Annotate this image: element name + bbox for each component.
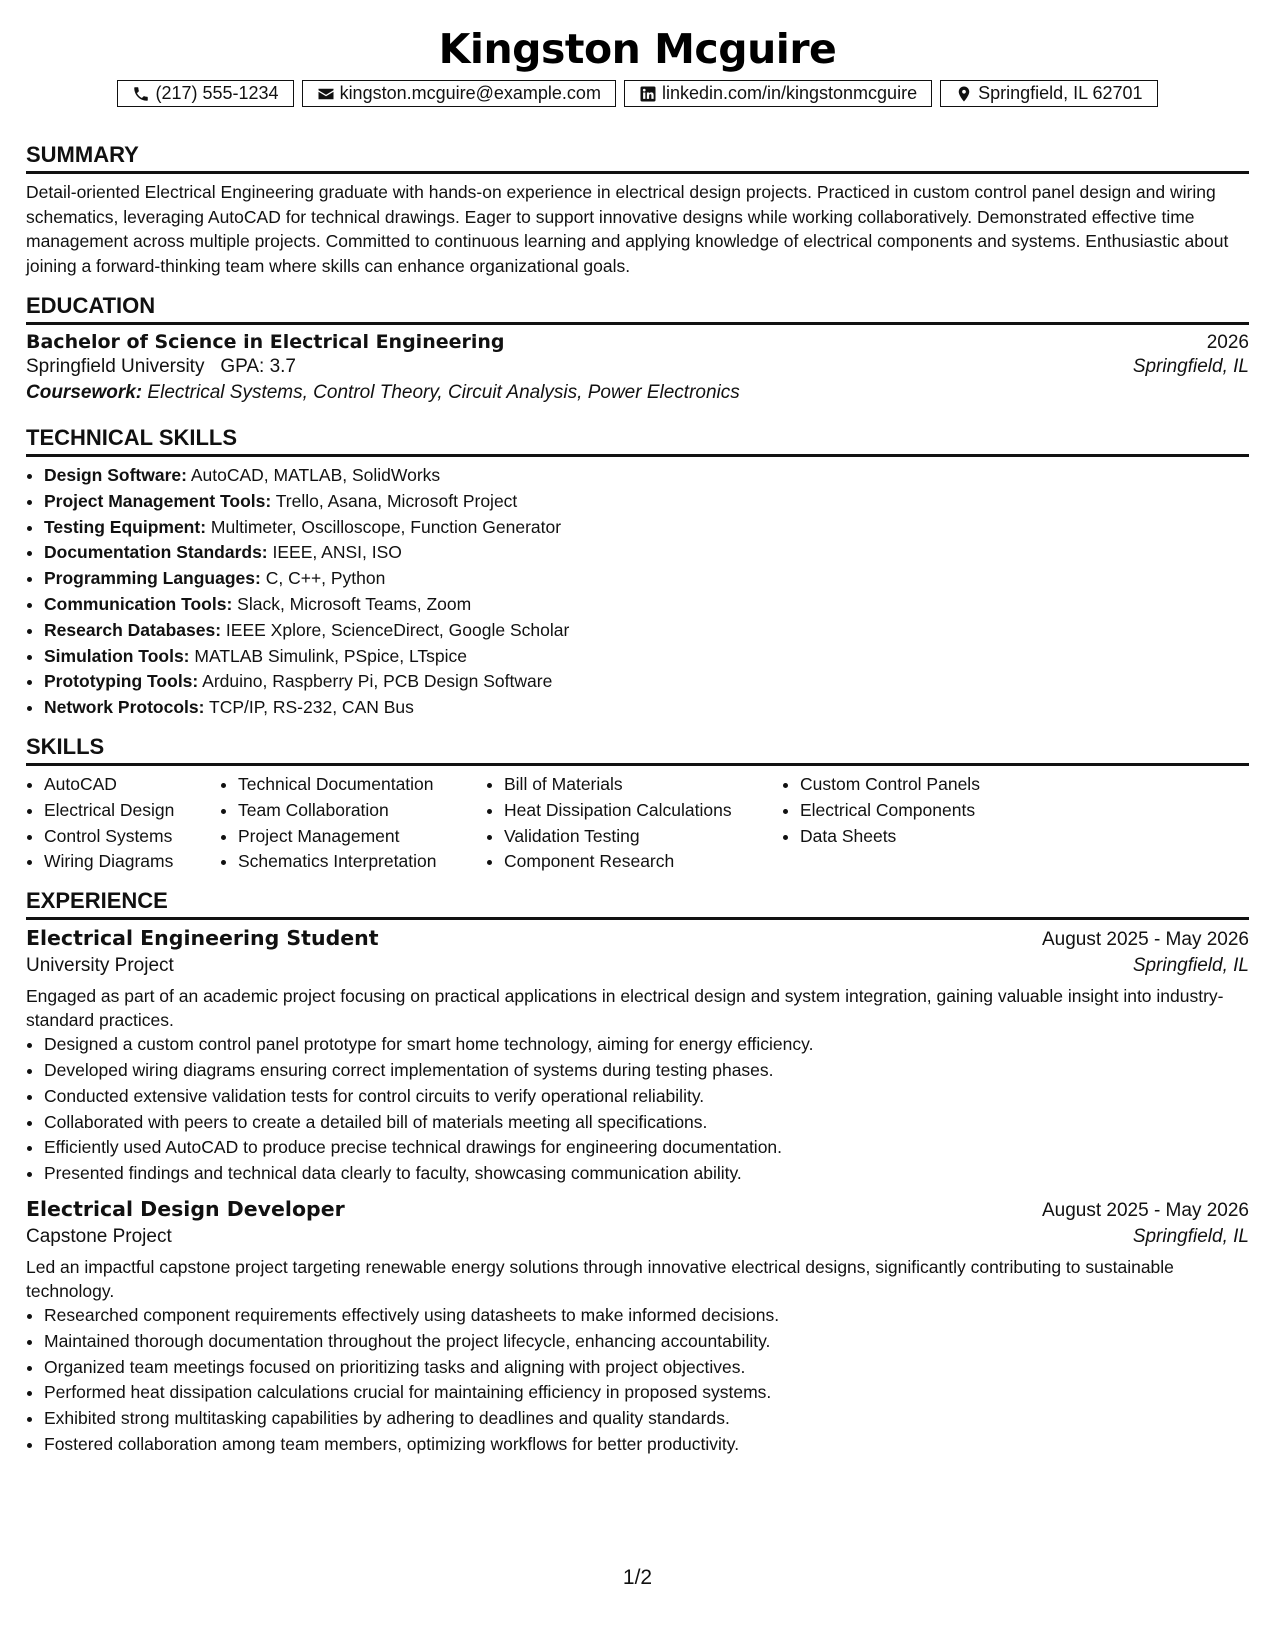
section-title-education: EDUCATION [26, 292, 1249, 325]
skills-column-3 [486, 772, 782, 875]
experience-section [26, 887, 1249, 1458]
list-item: • AutoCAD [44, 772, 220, 798]
section-title-summary: SUMMARY [26, 141, 1249, 174]
summary-section [26, 141, 1249, 278]
education-section [26, 292, 1249, 408]
candidate-name: Kingston Mcguire [438, 25, 837, 73]
list-item [44, 540, 1249, 566]
skills-column-2 [220, 772, 486, 875]
job-organization: Capstone Project [26, 1225, 172, 1247]
email-text: kingston.mcguire@example.com [339, 83, 601, 103]
list-item [44, 695, 1249, 721]
school-name: Springfield University [26, 356, 205, 377]
list-item: • Control Systems [44, 824, 220, 850]
job-title: Electrical Design Developer [26, 1196, 345, 1221]
experience-entry [26, 926, 1249, 1187]
skill-category-label: Design Software: [44, 465, 187, 485]
map-pin-icon [955, 85, 973, 103]
section-title-skills: SKILLS [26, 733, 1249, 766]
job-location: Springfield, IL [1132, 955, 1249, 977]
list-item: • Presented findings and technical data clearly to faculty, showcasing communication ability. [44, 1161, 1249, 1187]
list-item: • Designed a custom control panel prototype for smart home technology, aiming for energy efficiency. [44, 1032, 1249, 1058]
coursework-label: Coursework: [26, 382, 143, 403]
skill-category-value: C, C++, Python [265, 568, 386, 589]
skill-category-value: IEEE, ANSI, ISO [272, 542, 402, 563]
skill-category-label: Research Databases: [44, 619, 222, 640]
skill-category-label: Testing Equipment: [44, 516, 207, 537]
page-number: 1/2 [622, 1566, 653, 1589]
list-item: • Fostered collaboration among team members, optimizing workflows for better productivity. [44, 1432, 1249, 1458]
list-item: • Data Sheets [800, 824, 1060, 850]
linkedin-icon [639, 85, 657, 103]
job-title-row [26, 926, 1249, 951]
job-description: Engaged as part of an academic project focusing on practical applications in electrical design and system integration, gaining valuable insight into industry-standard practices. [26, 986, 1224, 1031]
list-item: • Maintained thorough documentation throughout the project lifecycle, enhancing accountability. [44, 1329, 1249, 1355]
skill-category-label: Programming Languages: [44, 568, 261, 589]
coursework [26, 378, 1249, 408]
section-title-experience: EXPERIENCE [26, 887, 1249, 920]
list-item: • Electrical Design [44, 798, 220, 824]
resume-page [26, 24, 1249, 1458]
job-title-row [26, 1197, 1249, 1222]
skill-category-label: Project Management Tools: [44, 490, 272, 511]
job-bullets [26, 1303, 1249, 1458]
skill-category-value: TCP/IP, RS-232, CAN Bus [209, 697, 414, 718]
contact-location[interactable] [940, 80, 1157, 107]
list-item: • Component Research [504, 849, 782, 875]
list-item: • Performed heat dissipation calculations crucial for maintaining efficiency in proposed systems. [44, 1380, 1249, 1406]
list-item: • Conducted extensive validation tests for control circuits to verify operational reliability. [44, 1084, 1249, 1110]
list-item [44, 489, 1249, 515]
technical-skills-list [26, 463, 1249, 721]
skill-category-label: Prototyping Tools: [44, 671, 199, 692]
job-org-row [26, 955, 1249, 977]
contact-email[interactable] [302, 80, 616, 107]
job-title: Electrical Engineering Student [26, 926, 379, 951]
skill-category-label: Communication Tools: [44, 593, 233, 614]
graduation-year: 2026 [1206, 332, 1249, 353]
list-item: • Project Management [238, 824, 486, 850]
skill-category-label: Network Protocols: [44, 697, 205, 718]
job-dates: August 2025 - May 2026 [1041, 1199, 1249, 1221]
coursework-list: Electrical Systems, Control Theory, Circuit Analysis, Power Electronics [147, 382, 740, 403]
list-item [44, 463, 1249, 489]
school-location: Springfield, IL [1132, 356, 1249, 377]
contact-bar [26, 80, 1249, 107]
job-organization: University Project [26, 955, 174, 977]
summary-text: Detail-oriented Electrical Engineering graduate with hands-on experience in electrical design projects. Practiced in custom control panel design and wiring schematics, leveraging AutoCAD for technical drawings. Eager to support innovative designs while working collaboratively. Demonstrated effective time management across multiple projects. Committed to continuous learning and applying knowledge of electrical components and systems. Enthusiastic about joining a forward-thinking team where skills can enhance organizational goals. [26, 182, 1229, 276]
skill-category-value: IEEE Xplore, ScienceDirect, Google Scholar [225, 619, 570, 640]
job-description: Led an impactful capstone project targeting renewable energy solutions through innovative electrical designs, significantly contributing to sustainable technology. [26, 1256, 1174, 1301]
list-item: • Heat Dissipation Calculations [504, 798, 782, 824]
skill-category-value: Multimeter, Oscilloscope, Function Generator [210, 516, 562, 537]
list-item: • Technical Documentation [238, 772, 486, 798]
list-item: • Wiring Diagrams [44, 849, 220, 875]
section-title-technical-skills: TECHNICAL SKILLS [26, 424, 1249, 457]
list-item [44, 644, 1249, 670]
job-location: Springfield, IL [1132, 1225, 1249, 1247]
location-text: Springfield, IL 62701 [978, 83, 1143, 103]
skill-category-label: Simulation Tools: [44, 645, 190, 666]
skill-category-label: Documentation Standards: [44, 542, 268, 563]
list-item: • Developed wiring diagrams ensuring correct implementation of systems during testing phases. [44, 1058, 1249, 1084]
skills-section [26, 733, 1249, 875]
phone-text: (217) 555-1234 [155, 83, 279, 103]
list-item [44, 669, 1249, 695]
list-item [44, 566, 1249, 592]
list-item: • Team Collaboration [238, 798, 486, 824]
list-item [44, 618, 1249, 644]
skill-category-value: Trello, Asana, Microsoft Project [275, 490, 518, 511]
list-item: • Efficiently used AutoCAD to produce precise technical drawings for engineering documentation. [44, 1135, 1249, 1161]
list-item: • Custom Control Panels [800, 772, 1060, 798]
skills-column-1 [26, 772, 220, 875]
gpa: GPA: 3.7 [220, 356, 296, 377]
list-item [44, 592, 1249, 618]
list-item: • Collaborated with peers to create a detailed bill of materials meeting all specifications. [44, 1110, 1249, 1136]
list-item: • Schematics Interpretation [238, 849, 486, 875]
list-item: • Exhibited strong multitasking capabilities by adhering to deadlines and quality standards. [44, 1406, 1249, 1432]
list-item: • Researched component requirements effectively using datasheets to make informed decisions. [44, 1303, 1249, 1329]
skill-category-value: MATLAB Simulink, PSpice, LTspice [194, 645, 468, 666]
job-dates: August 2025 - May 2026 [1041, 929, 1249, 951]
phone-icon [132, 85, 150, 103]
experience-entry [26, 1197, 1249, 1458]
technical-skills-section [26, 424, 1249, 721]
contact-linkedin[interactable] [624, 80, 932, 107]
skill-category-value: Slack, Microsoft Teams, Zoom [237, 593, 472, 614]
list-item: • Validation Testing [504, 824, 782, 850]
job-bullets [26, 1032, 1249, 1187]
education-school-row [26, 356, 1249, 378]
degree-title: Bachelor of Science in Electrical Engineering [26, 331, 505, 353]
list-item: • Bill of Materials [504, 772, 782, 798]
school-info [26, 356, 296, 378]
list-item: • Organized team meetings focused on prioritizing tasks and aligning with project objectives. [44, 1355, 1249, 1381]
linkedin-text: linkedin.com/in/kingstonmcguire [661, 83, 918, 103]
skills-column-4 [782, 772, 1060, 875]
skills-columns [26, 772, 1249, 875]
job-org-row [26, 1226, 1249, 1248]
envelope-icon [317, 85, 335, 103]
skill-category-value: Arduino, Raspberry Pi, PCB Design Software [202, 671, 553, 692]
skill-category-value: AutoCAD, MATLAB, SolidWorks [190, 465, 441, 485]
education-degree-row [26, 331, 1249, 354]
list-item [44, 515, 1249, 541]
contact-phone[interactable] [117, 80, 293, 107]
list-item: • Electrical Components [800, 798, 1060, 824]
